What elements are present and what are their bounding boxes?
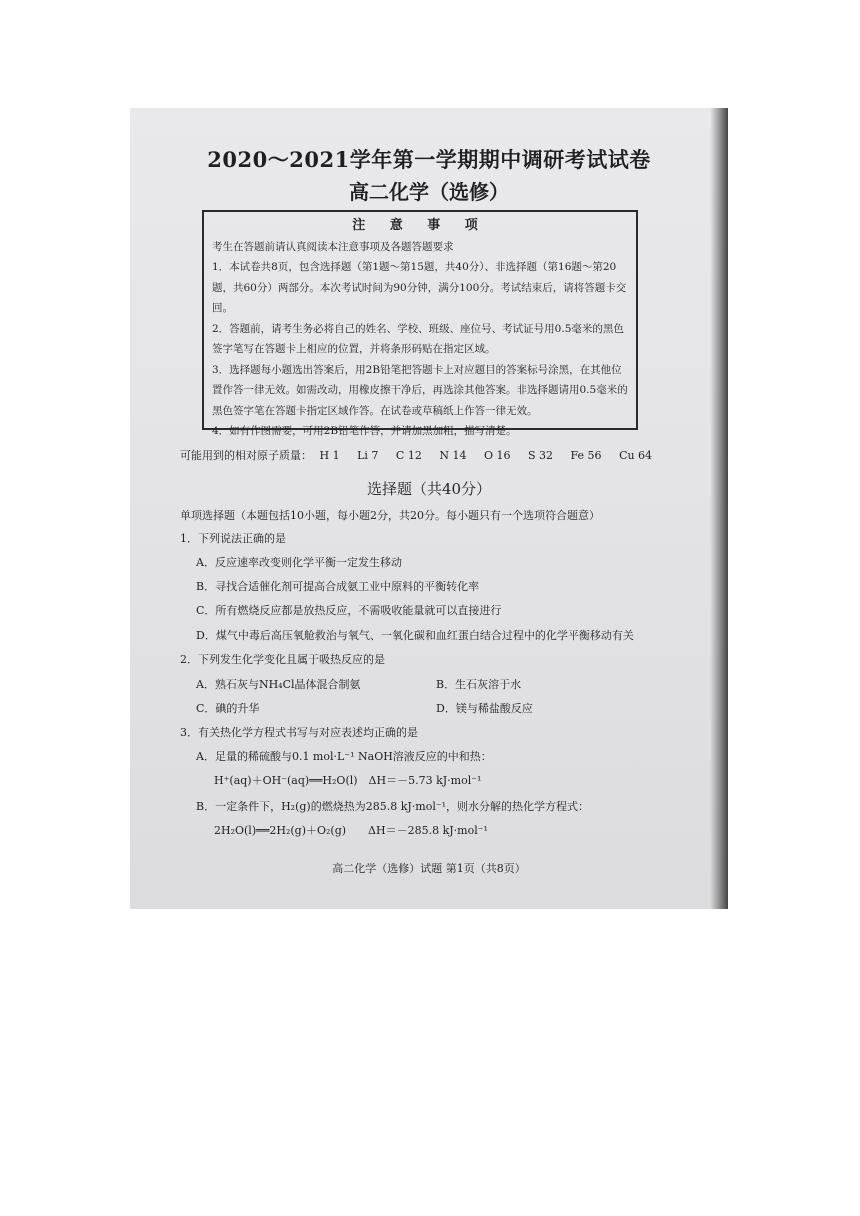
notice-title: 注 意 事 项 <box>352 218 488 233</box>
question-2-stem: 2．下列发生化学变化且属于吸热反应的是 <box>180 653 385 666</box>
question-1-stem: 1．下列说法正确的是 <box>180 532 286 545</box>
page-edge-shadow <box>710 108 728 909</box>
notice-item: 2．答题前，请考生务必将自己的姓名、学校、班级、座位号、考试证号用0.5毫米的黑色签字笔写在答题卡上相应的位置，并将条形码贴在指定区域。 <box>212 322 624 355</box>
notice-item: 1．本试卷共8页，包含选择题（第1题～第15题，共40分）、非选择题（第16题～第20题，共60分）两部分。本次考试时间为90分钟，满分100分。考试结束后，请将答题卡交回。 <box>212 261 627 314</box>
section-title: 选择题（共40分） <box>366 480 492 498</box>
atomic-masses-label: 可能用到的相对原子质量： <box>180 449 312 462</box>
question-1-option-d: D．煤气中毒后高压氧舱救治与氧气、一氧化碳和血红蛋白结合过程中的化学平衡移动有关 <box>196 629 634 642</box>
question-3-stem: 3．有关热化学方程式书写与对应表述均正确的是 <box>180 726 418 739</box>
question-1-option-a: A．反应速率改变则化学平衡一定发生移动 <box>196 556 402 569</box>
atomic-masses <box>180 447 666 463</box>
atomic-mass-c: C 12 <box>395 449 422 462</box>
page-footer: 高二化学（选修）试题 第1页（共8页） <box>332 862 526 875</box>
question-2-option-a: A．熟石灰与NH₄Cl晶体混合制氨 <box>196 678 361 691</box>
atomic-mass-h: H 1 <box>319 449 340 462</box>
question-3-equation-b: 2H₂O(l)══2H₂(g)＋O₂(g) ΔH＝－285.8 kJ·mol⁻¹ <box>214 824 488 837</box>
notice-item: 考生在答题前请认真阅读本注意事项及各题答题要求 <box>212 240 454 253</box>
question-3-option-a: A．足量的稀硫酸与0.1 mol·L⁻¹ NaOH溶液反应的中和热： <box>196 750 492 763</box>
question-3-equation-a: H⁺(aq)＋OH⁻(aq)══H₂O(l) ΔH＝－5.73 kJ·mol⁻¹ <box>214 774 482 787</box>
notice-box <box>202 210 638 437</box>
atomic-mass-s: S 32 <box>527 449 554 462</box>
exam-title: 2020～2021学年第一学期期中调研考试试卷 <box>207 147 651 172</box>
exam-paper-photo <box>130 108 728 909</box>
question-2-option-c: C．碘的升华 <box>196 702 260 715</box>
atomic-mass-n: N 14 <box>439 449 467 462</box>
question-2-option-b: B．生石灰溶于水 <box>436 678 522 691</box>
question-1-option-b: B．寻找合适催化剂可提高合成氨工业中原料的平衡转化率 <box>196 580 480 593</box>
question-1-option-c: C．所有燃烧反应都是放热反应，不需吸收能量就可以直接进行 <box>196 604 502 617</box>
notice-item: 3．选择题每小题选出答案后，用2B铅笔把答题卡上对应题目的答案标号涂黑，在其他位置作答一律无效。如需改动，用橡皮擦干净后，再选涂其他答案。非选择题请用0.5毫米的黑色签字笔在答题卡指定区域作答。在试卷或草稿纸上作答一律无效。 <box>212 363 628 417</box>
question-3-option-b: B．一定条件下，H₂(g)的燃烧热为285.8 kJ·mol⁻¹，则水分解的热化学方程式： <box>196 800 590 813</box>
section-instruction: 单项选择题（本题包括10小题，每小题2分，共20分。每小题只有一个选项符合题意） <box>180 509 600 522</box>
atomic-mass-li: Li 7 <box>357 449 379 462</box>
atomic-mass-o: O 16 <box>483 449 511 462</box>
notice-item: 4．如有作图需要，可用2B铅笔作答，并请加黑加粗，描写清楚。 <box>212 425 517 437</box>
atomic-mass-cu: Cu 64 <box>619 449 653 462</box>
atomic-mass-fe: Fe 56 <box>570 449 602 462</box>
question-2-option-d: D．镁与稀盐酸反应 <box>436 702 533 715</box>
exam-subtitle: 高二化学（选修） <box>349 180 509 204</box>
